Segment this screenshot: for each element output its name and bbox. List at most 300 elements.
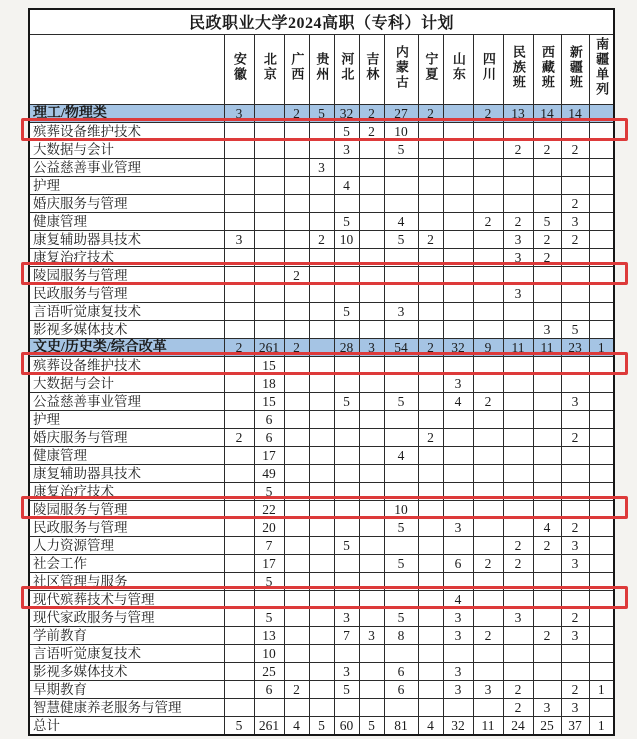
table-row [29,662,614,680]
value-cell [384,266,418,284]
program-name-cell: 文史/历史类/综合改革 [29,338,224,356]
value-cell [533,158,561,176]
program-name-cell: 民政服务与管理 [29,284,224,302]
program-name-cell: 大数据与会计 [29,140,224,158]
value-cell [589,176,614,194]
value-cell [418,410,443,428]
value-cell [359,464,384,482]
value-cell [443,104,473,122]
value-cell [589,482,614,500]
value-cell [309,554,334,572]
value-cell [284,392,309,410]
value-cell [533,176,561,194]
value-cell [284,212,309,230]
value-cell [503,572,533,590]
value-cell: 3 [334,662,359,680]
value-cell [589,230,614,248]
section-header-row [29,338,614,356]
value-cell: 4 [284,716,309,735]
value-cell: 3 [503,284,533,302]
value-cell [309,626,334,644]
value-cell [384,572,418,590]
value-cell [284,356,309,374]
value-cell [561,644,589,662]
value-cell [418,662,443,680]
value-cell [503,320,533,338]
value-cell [224,176,254,194]
value-cell [254,698,284,716]
value-cell [473,320,503,338]
value-cell [561,590,589,608]
value-cell: 15 [254,356,284,374]
column-header-label: 北京 [261,52,277,82]
value-cell [224,680,254,698]
table-row [29,482,614,500]
value-cell [561,662,589,680]
value-cell [473,410,503,428]
value-cell [503,122,533,140]
value-cell: 18 [254,374,284,392]
value-cell [224,698,254,716]
value-cell [224,410,254,428]
value-cell [443,536,473,554]
value-cell [418,680,443,698]
value-cell [284,536,309,554]
value-cell [224,554,254,572]
value-cell [224,392,254,410]
value-cell: 5 [309,716,334,735]
value-cell [224,284,254,302]
value-cell: 3 [503,248,533,266]
value-cell: 13 [254,626,284,644]
value-cell: 2 [561,230,589,248]
value-cell [503,266,533,284]
program-name-cell: 陵园服务与管理 [29,500,224,518]
table-row [29,644,614,662]
value-cell [224,446,254,464]
value-cell [309,464,334,482]
value-cell [384,410,418,428]
value-cell [503,644,533,662]
program-name-cell: 学前教育 [29,626,224,644]
value-cell: 2 [224,428,254,446]
value-cell [384,374,418,392]
value-cell [589,554,614,572]
value-cell [254,266,284,284]
column-header-label: 贵州 [314,52,330,82]
program-name-cell: 康复治疗技术 [29,248,224,266]
value-cell: 2 [359,104,384,122]
program-name-cell: 言语听觉康复技术 [29,644,224,662]
value-cell: 13 [503,104,533,122]
value-cell [284,464,309,482]
value-cell: 3 [384,302,418,320]
column-header [224,34,254,104]
value-cell [443,698,473,716]
value-cell [418,266,443,284]
value-cell [473,500,503,518]
value-cell [359,572,384,590]
program-name-cell: 康复治疗技术 [29,482,224,500]
value-cell [418,572,443,590]
column-header [418,34,443,104]
value-cell [309,482,334,500]
value-cell [309,536,334,554]
value-cell [443,500,473,518]
value-cell [589,266,614,284]
value-cell: 81 [384,716,418,735]
value-cell [589,212,614,230]
table-row [29,608,614,626]
value-cell [384,590,418,608]
program-name-cell: 社区管理与服务 [29,572,224,590]
value-cell [284,554,309,572]
value-cell [384,482,418,500]
value-cell [359,428,384,446]
value-cell: 10 [384,122,418,140]
value-cell: 28 [334,338,359,356]
value-cell [254,284,284,302]
value-cell [533,464,561,482]
value-cell [384,464,418,482]
program-name-cell: 大数据与会计 [29,374,224,392]
program-name-cell: 总计 [29,716,224,735]
table-row [29,212,614,230]
value-cell [359,374,384,392]
value-cell [309,644,334,662]
value-cell [284,518,309,536]
value-cell [589,104,614,122]
value-cell [503,374,533,392]
value-cell: 14 [561,104,589,122]
value-cell [503,662,533,680]
value-cell [443,176,473,194]
value-cell: 2 [473,392,503,410]
table-row [29,464,614,482]
column-header [589,34,614,104]
value-cell [473,464,503,482]
value-cell [533,554,561,572]
value-cell [533,500,561,518]
table-row [29,428,614,446]
value-cell [533,374,561,392]
value-cell [224,302,254,320]
column-header-label: 南疆单列 [594,37,610,97]
value-cell [359,284,384,302]
value-cell [254,590,284,608]
value-cell: 5 [334,392,359,410]
value-cell: 5 [533,212,561,230]
value-cell: 5 [384,230,418,248]
value-cell [473,284,503,302]
table-row [29,194,614,212]
value-cell [561,446,589,464]
value-cell [473,176,503,194]
value-cell [533,680,561,698]
value-cell [443,572,473,590]
value-cell [418,194,443,212]
value-cell: 2 [284,680,309,698]
program-name-cell: 殡葬设备维护技术 [29,122,224,140]
value-cell: 6 [384,680,418,698]
value-cell: 2 [418,230,443,248]
table-row [29,698,614,716]
value-cell [473,608,503,626]
value-cell [589,122,614,140]
column-header [334,34,359,104]
table-row [29,320,614,338]
corner-cell [29,34,224,104]
program-name-cell: 现代家政服务与管理 [29,608,224,626]
value-cell [418,392,443,410]
column-header [473,34,503,104]
column-header [284,34,309,104]
value-cell [418,176,443,194]
value-cell [443,158,473,176]
program-name-cell: 言语听觉康复技术 [29,302,224,320]
program-name-cell: 人力资源管理 [29,536,224,554]
value-cell: 32 [334,104,359,122]
value-cell [589,698,614,716]
program-name-cell: 康复辅助器具技术 [29,464,224,482]
program-name-cell: 现代殡葬技术与管理 [29,590,224,608]
value-cell [418,626,443,644]
value-cell [359,158,384,176]
value-cell [224,464,254,482]
value-cell [503,500,533,518]
value-cell [224,122,254,140]
value-cell [224,212,254,230]
value-cell [334,410,359,428]
value-cell [309,284,334,302]
value-cell: 4 [533,518,561,536]
program-name-cell: 婚庆服务与管理 [29,428,224,446]
value-cell [359,140,384,158]
value-cell: 2 [418,104,443,122]
value-cell: 3 [561,554,589,572]
value-cell [503,410,533,428]
value-cell [473,140,503,158]
program-name-cell: 婚庆服务与管理 [29,194,224,212]
value-cell [561,572,589,590]
value-cell [254,194,284,212]
value-cell [224,356,254,374]
program-name-cell: 护理 [29,176,224,194]
table-head [29,9,614,104]
value-cell: 8 [384,626,418,644]
value-cell [533,122,561,140]
value-cell [533,194,561,212]
program-name-cell: 民政服务与管理 [29,518,224,536]
value-cell [418,446,443,464]
value-cell [334,320,359,338]
value-cell [473,158,503,176]
value-cell [418,302,443,320]
value-cell: 261 [254,716,284,735]
value-cell: 5 [384,554,418,572]
enrollment-plan-table [28,8,615,736]
value-cell [224,644,254,662]
value-cell: 2 [533,536,561,554]
value-cell [533,662,561,680]
value-cell [473,662,503,680]
value-cell: 2 [473,212,503,230]
value-cell [473,446,503,464]
value-cell: 5 [224,716,254,735]
value-cell: 10 [384,500,418,518]
column-header-label: 河北 [339,52,355,82]
value-cell: 22 [254,500,284,518]
program-name-cell: 影视多媒体技术 [29,320,224,338]
value-cell [309,302,334,320]
column-header [443,34,473,104]
value-cell [359,410,384,428]
table-wrapper [28,8,615,736]
table-row [29,410,614,428]
program-name-cell: 理工/物理类 [29,104,224,122]
value-cell [334,482,359,500]
value-cell [503,356,533,374]
value-cell: 4 [443,590,473,608]
column-header-label: 民族班 [510,44,526,90]
value-cell [561,176,589,194]
value-cell: 5 [384,140,418,158]
table-row [29,266,614,284]
value-cell [334,428,359,446]
value-cell [359,176,384,194]
value-cell [589,392,614,410]
value-cell [224,518,254,536]
value-cell: 2 [309,230,334,248]
program-name-cell: 护理 [29,410,224,428]
value-cell [284,374,309,392]
table-row [29,302,614,320]
value-cell [443,320,473,338]
value-cell [589,194,614,212]
value-cell [334,374,359,392]
value-cell: 1 [589,716,614,735]
value-cell [589,536,614,554]
value-cell [384,284,418,302]
value-cell [589,374,614,392]
value-cell [443,482,473,500]
value-cell [503,518,533,536]
value-cell [309,338,334,356]
value-cell [384,428,418,446]
value-cell [533,644,561,662]
value-cell [589,626,614,644]
value-cell [443,410,473,428]
value-cell [418,554,443,572]
value-cell [359,230,384,248]
value-cell [418,158,443,176]
table-row [29,572,614,590]
value-cell: 4 [418,716,443,735]
value-cell [284,644,309,662]
value-cell [359,194,384,212]
value-cell [284,662,309,680]
value-cell: 2 [503,554,533,572]
value-cell: 3 [473,680,503,698]
value-cell [224,662,254,680]
value-cell: 2 [503,212,533,230]
value-cell: 4 [384,212,418,230]
value-cell: 10 [254,644,284,662]
value-cell [224,320,254,338]
value-cell: 3 [503,230,533,248]
value-cell: 15 [254,392,284,410]
value-cell [359,356,384,374]
value-cell [443,356,473,374]
value-cell: 20 [254,518,284,536]
value-cell [384,536,418,554]
value-cell [589,284,614,302]
value-cell: 3 [224,104,254,122]
value-cell [254,140,284,158]
value-cell [561,356,589,374]
table-row [29,284,614,302]
value-cell: 1 [589,338,614,356]
value-cell [561,374,589,392]
value-cell: 32 [443,338,473,356]
value-cell [309,680,334,698]
value-cell [589,590,614,608]
value-cell: 5 [334,680,359,698]
value-cell [224,608,254,626]
program-name-cell: 早期教育 [29,680,224,698]
value-cell [533,590,561,608]
value-cell [359,266,384,284]
value-cell [418,356,443,374]
value-cell: 5 [359,716,384,735]
value-cell [589,662,614,680]
value-cell [418,698,443,716]
table-row [29,374,614,392]
value-cell [533,572,561,590]
value-cell [309,122,334,140]
value-cell: 3 [443,374,473,392]
value-cell [284,194,309,212]
value-cell [473,302,503,320]
value-cell: 6 [254,410,284,428]
value-cell: 2 [533,626,561,644]
value-cell [443,644,473,662]
value-cell [418,122,443,140]
table-row [29,356,614,374]
value-cell: 2 [418,428,443,446]
value-cell [224,572,254,590]
value-cell [309,410,334,428]
value-cell: 2 [533,140,561,158]
plan-table-body [29,104,614,735]
value-cell: 5 [561,320,589,338]
value-cell [418,140,443,158]
value-cell [443,428,473,446]
value-cell [359,482,384,500]
value-cell [359,446,384,464]
value-cell [443,122,473,140]
value-cell [443,464,473,482]
value-cell [359,500,384,518]
value-cell [309,500,334,518]
value-cell [418,644,443,662]
table-row [29,176,614,194]
value-cell: 5 [254,572,284,590]
value-cell [443,140,473,158]
column-header [359,34,384,104]
table-row [29,590,614,608]
value-cell: 5 [254,482,284,500]
